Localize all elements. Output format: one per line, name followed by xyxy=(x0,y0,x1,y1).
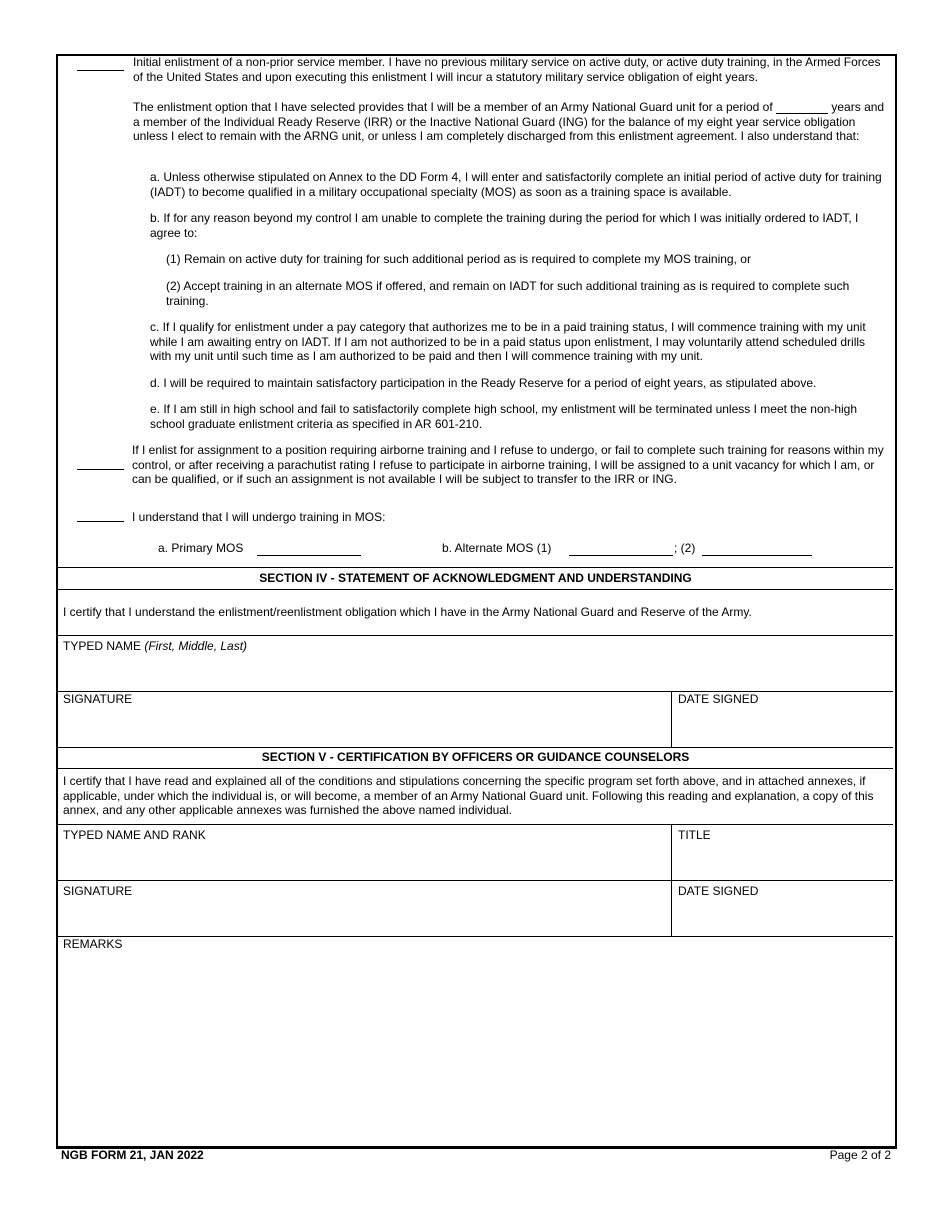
item3-paragraph: I understand that I will undergo training in MOS: xyxy=(132,510,386,524)
divider xyxy=(58,589,893,590)
alternate-mos-1-input[interactable] xyxy=(569,541,673,556)
alternate-mos-separator: ; (2) xyxy=(674,541,696,555)
item1-clause-d: d. I will be required to maintain satisfactory participation in the Ready Reserve for a period of eight years, as stipulated above. xyxy=(150,376,817,390)
officer-signature-label: SIGNATURE xyxy=(63,884,133,898)
form-id: NGB FORM 21, JAN 2022 xyxy=(61,1148,204,1162)
divider xyxy=(58,635,893,636)
item1-clause-a: a. Unless otherwise stipulated on Annex to the DD Form 4, I will enter and satisfactorily complete an initial period of active duty for training (IADT) to become qualified in a military occupational specialty (MOS) as soon as a training space is available. xyxy=(150,170,882,199)
officer-date-signed-label: DATE SIGNED xyxy=(678,884,759,898)
page-number: Page 2 of 2 xyxy=(829,1148,891,1162)
item1-clause-e: e. If I am still in high school and fail to satisfactorily complete high school, my enlistment will be terminated unless I meet the non-high school graduate enlistment criteria as specified in AR 601-210. xyxy=(150,402,858,431)
years-input[interactable] xyxy=(776,101,828,114)
divider xyxy=(58,747,893,748)
signature-field[interactable] xyxy=(63,708,665,742)
primary-mos-label: a. Primary MOS xyxy=(158,541,244,555)
divider xyxy=(58,936,893,937)
date-signed-input[interactable] xyxy=(678,712,886,736)
item1-clause-c: c. If I qualify for enlistment under a pay category that authorizes me to be in a paid training status, I will commence training with my unit while I am awaiting entry on IADT. If I am not authorized to be in a paid status upon enlistment, I may voluntarily attend scheduled drills with my unit until such time as I am authorized to be paid and then I will commence training with my unit. xyxy=(150,320,866,364)
item2-paragraph: If I enlist for assignment to a position requiring airborne training and I refuse to undergo, or fail to complete such training for reasons within my control, or after receiving a parachutist rating I refuse to participate in airborne training, I will be assigned to a unit vacancy for which I am, or can be qualified, or if such an assignment is not available I will be subject to transfer to the IRR or ING. xyxy=(132,443,884,487)
date-signed-label: DATE SIGNED xyxy=(678,692,759,706)
primary-mos-input[interactable] xyxy=(257,541,361,556)
typed-name-rank-input[interactable] xyxy=(63,848,665,872)
divider xyxy=(58,691,893,692)
typed-name-rank-label: TYPED NAME AND RANK xyxy=(63,828,206,842)
alternate-mos-label: b. Alternate MOS (1) xyxy=(442,541,552,555)
item1-paragraph-2: The enlistment option that I have selected provides that I will be a member of an Army National Guard unit for a period of years and a member of the Individual Ready Reserve (IRR) or the Inactive National Guard (ING) for the balance of my eight year service obligation unless I elect to remain with the ARNG unit, or unless I am completely discharged from this enlistment agreement. I also understand that: xyxy=(133,100,885,144)
signature-label: SIGNATURE xyxy=(63,692,133,706)
section-iv-heading: SECTION IV - STATEMENT OF ACKNOWLEDGMENT AND UNDERSTANDING xyxy=(259,571,692,585)
initial-blank-3[interactable] xyxy=(77,521,124,522)
divider xyxy=(671,691,672,747)
item1-clause-b: b. If for any reason beyond my control I am unable to complete the training during the period for which I was initially ordered to IADT, I agree to: xyxy=(150,211,859,240)
remarks-textarea[interactable] xyxy=(63,956,887,1138)
divider xyxy=(58,880,893,881)
remarks-label: REMARKS xyxy=(63,937,123,951)
typed-name-input[interactable] xyxy=(63,660,883,684)
alternate-mos-2-input[interactable] xyxy=(702,541,812,556)
section-iv-statement: I certify that I understand the enlistment/reenlistment obligation which I have in the Army National Guard and Reserve of the Army. xyxy=(63,605,752,619)
officer-signature-field[interactable] xyxy=(63,900,665,932)
officer-date-signed-input[interactable] xyxy=(678,904,886,928)
divider xyxy=(58,567,893,568)
item1-paragraph-1: Initial enlistment of a non-prior service member. I have no previous military service on active duty, or active duty training, in the Armed Forces of the United States and upon executing this enlistment I will incur a statutory military service obligation of eight years. xyxy=(133,55,881,84)
initial-blank-1[interactable] xyxy=(77,70,124,71)
title-input[interactable] xyxy=(678,848,886,872)
title-label: TITLE xyxy=(678,828,711,842)
typed-name-label: TYPED NAME (First, Middle, Last) xyxy=(63,639,248,653)
item1-clause-b2: (2) Accept training in an alternate MOS if offered, and remain on IADT for such additional training as is required to complete such training. xyxy=(166,279,850,308)
divider xyxy=(58,824,893,825)
divider xyxy=(58,768,893,769)
section-v-statement: I certify that I have read and explained all of the conditions and stipulations concerning the specific program set forth above, and in attached annexes, if applicable, under which the individual is, or will become, a member of an Army National Guard unit. Following this reading and explanation, a copy of this annex, and any other applicable annexes was furnished the above named individual. xyxy=(63,774,874,818)
item1-clause-b1: (1) Remain on active duty for training for such additional period as is required to complete my MOS training, or xyxy=(166,252,751,266)
section-v-heading: SECTION V - CERTIFICATION BY OFFICERS OR GUIDANCE COUNSELORS xyxy=(261,750,690,764)
initial-blank-2[interactable] xyxy=(77,469,124,470)
